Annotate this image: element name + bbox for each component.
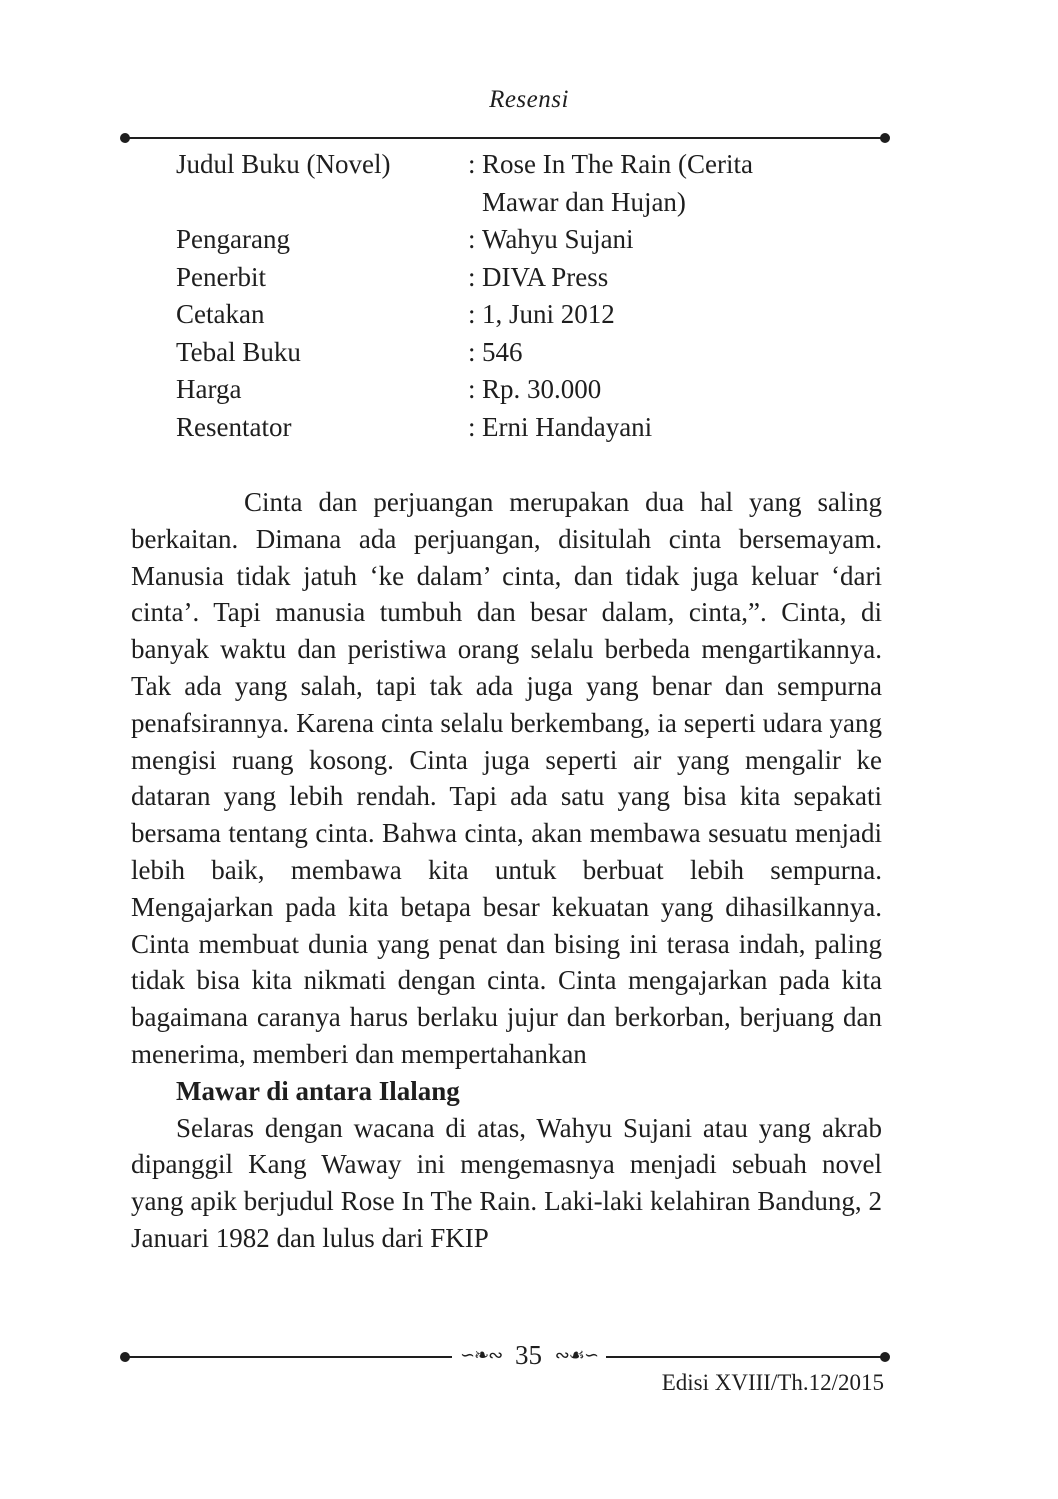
info-value: 546	[482, 336, 523, 367]
header-rule	[120, 132, 890, 144]
info-row-author	[176, 221, 812, 259]
info-value: Wahyu Sujani	[482, 224, 634, 254]
info-label: Cetakan	[176, 299, 265, 329]
info-label: Judul Buku (Novel)	[176, 149, 391, 179]
info-value: Erni Handayani	[482, 411, 653, 442]
info-value: 1, Juni 2012	[482, 299, 615, 329]
info-colon: :	[468, 411, 476, 442]
left-flourish-icon: ∽❧∾	[459, 1345, 503, 1365]
info-row-publisher	[176, 259, 812, 297]
info-label: Pengarang	[176, 224, 290, 254]
book-info-table	[176, 146, 812, 446]
section-heading: Mawar di antara Ilalang	[176, 1075, 460, 1106]
info-label: Resentator	[176, 411, 292, 442]
edition-label: Edisi XVIII/Th.12/2015	[661, 1370, 884, 1395]
info-row-printing	[176, 296, 812, 334]
info-row-pages	[176, 334, 812, 372]
info-row-reviewer	[176, 409, 812, 447]
page-number-block	[0, 1340, 1058, 1371]
info-row-title	[176, 146, 812, 221]
article-body	[131, 484, 882, 1257]
info-colon: :	[468, 336, 476, 367]
page-number: 35	[509, 1340, 548, 1370]
info-colon: :	[468, 261, 476, 292]
info-row-price	[176, 371, 812, 409]
info-value: Rp. 30.000	[482, 374, 602, 404]
info-colon: :	[468, 374, 476, 404]
info-label: Tebal Buku	[176, 336, 301, 367]
info-label: Harga	[176, 374, 242, 404]
info-label: Penerbit	[176, 261, 266, 292]
info-colon: :	[468, 149, 476, 179]
running-header: Resensi	[489, 86, 569, 113]
info-colon: :	[468, 299, 476, 329]
info-value: DIVA Press	[482, 261, 609, 292]
right-flourish-icon: ∾☙∽	[554, 1345, 599, 1365]
paragraph-intro: Cinta dan perjuangan merupakan dua hal yang saling berkaitan. Dimana ada perjuangan, disitulah cinta bersemayam. Manusia tidak jatuh ‘ke dalam’ cinta, dan tidak juga keluar ‘dari cinta’. Tapi manusia tumbuh dan besar dalam, cinta,”. Cinta, di banyak waktu dan peristiwa orang selalu berbeda mengartikannya. Tak ada yang salah, tapi tak ada juga yang benar dan sempurna penafsirannya. Karena cinta selalu berkembang, ia seperti udara yang mengisi ruang kosong. Cinta juga seperti air yang mengalir ke dataran yang lebih rendah. Tapi ada satu yang bisa kita sepakati bersama tentang cinta. Bahwa cinta, akan membawa sesuatu menjadi lebih baik, membawa kita untuk berbuat lebih sempurna. Mengajarkan pada kita betapa besar kekuatan yang dihasilkannya. Cinta membuat dunia yang penat dan bising ini terasa indah, paling tidak bisa kita nikmati dengan cinta. Cinta mengajarkan pada kita bagaimana caranya harus berlaku jujur dan berkorban, berjuang dan menerima, memberi dan mempertahankan	[131, 487, 882, 1069]
info-value: Rose In The Rain (Cerita Mawar dan Hujan)	[482, 149, 753, 217]
paragraph-selaras: Selaras dengan wacana di atas, Wahyu Sujani atau yang akrab dipanggil Kang Waway ini mengemasnya menjadi sebuah novel yang apik berjudul Rose In The Rain. Laki-laki kelahiran Bandung, 2 Januari 1982 dan lulus dari FKIP	[131, 1112, 882, 1253]
info-colon: :	[468, 224, 476, 254]
